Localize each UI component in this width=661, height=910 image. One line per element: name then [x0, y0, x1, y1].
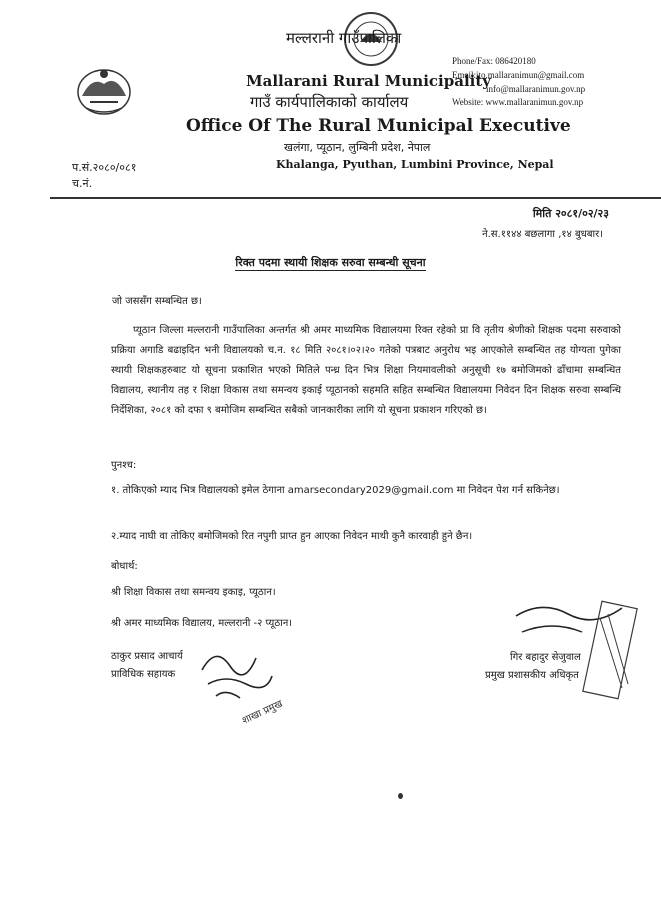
date-bs: मिति २०८१/०२/२३	[532, 207, 609, 220]
left-signature	[196, 640, 285, 728]
notice-subject	[0, 255, 661, 270]
contact-email-2: info@mallaranimun.gov.np	[486, 84, 586, 94]
cc-item: श्री अमर माध्यमिक विद्यालय, मल्लरानी -२ प्यूठान।	[111, 618, 293, 629]
right-signatory-title: प्रमुख प्रशासकीय अधिकृत	[485, 670, 579, 681]
contact-phone: Phone/Fax: 086420180	[452, 56, 536, 66]
nepal-emblem-icon	[72, 62, 136, 118]
notice-paragraph: प्यूठान जिल्ला मल्लरानी गाउँपालिका अन्तर्गत श्री अमर माध्यमिक विद्यालयमा रिक्त रहेको प्रा वि तृतीय श्रेणीको शिक्षक पदमा सरुवाको प्रक्रिया अगाडि बढाइदिन भनी विद्यालयको च.न. १८ मिति २०८१।०२।२० गतेको पत्रबाट अनुरोध भइ आएकोले सम्बन्धित तह योग्यता पुगेका स्थायी शिक्षकहरुबाट यो सूचना प्रकाशित भएको मितिले पन्ध्र दिन भित्र शिक्षा नियमावलीको अनुसूची १७ बमोजिमको ढाँचामा सम्बन्धित विद्यालय, स्थानीय तह र शिक्षा विकास तथा समन्वय इकाई प्यूठानको सहमति सहित सम्बन्धित विद्यालयमा निवेदन दिन शिक्षक सरुवा सम्बन्धि निर्देशिका, २०८१ को दफा ९ बमोजिम सम्बन्धित सबैको जानकारीका लागि यो सूचना प्रकाशन गरिएको छ।	[111, 325, 621, 416]
header-divider	[50, 197, 661, 199]
postscript-point-1: १. तोकिएको म्याद भित्र विद्यालयको इमेल ठेगाना amarsecondary2029@gmail.com मा निवेदन पेश गर्न सकिनेछ।	[111, 485, 560, 496]
municipality-name-nepali: मल्लरानी गाउँपालिका	[286, 29, 402, 47]
contact-email-1: Email:ito.mallaranimun@gmail.com	[452, 70, 585, 80]
date-nepal-sambat: ने.स.११४४ बछलागा ,१४ बुधबार।	[482, 229, 603, 240]
left-signatory-name: ठाकुर प्रसाद आचार्य	[111, 651, 183, 662]
left-signatory-title: प्राविधिक सहायक	[111, 669, 176, 680]
right-signatory-name: गिर बहादुर सेजुवाल	[510, 652, 581, 663]
dispatch-number: च.नं.	[72, 177, 93, 190]
cc-item: श्री शिक्षा विकास तथा समन्वय इकाइ, प्यूठान।	[111, 587, 276, 598]
cc-label: बोधार्थ:	[111, 561, 138, 572]
letter-number: प.सं.२०८०/०८१	[72, 161, 137, 174]
subject-text: रिक्त पदमा स्थायी शिक्षक सरुवा सम्बन्धी सूचना	[235, 256, 426, 269]
office-name-nepali: गाउँ कार्यपालिकाको कार्यालय	[250, 93, 409, 111]
address-english: Khalanga, Pyuthan, Lumbini Province, Nepal	[276, 158, 554, 171]
contact-website: Website: www.mallaranimun.gov.np	[452, 97, 584, 107]
postscript-label: पुनश्च:	[111, 460, 137, 471]
address-nepali: खलंगा, प्यूठान, लुम्बिनी प्रदेश, नेपाल	[284, 141, 431, 154]
right-signature-stamp	[512, 598, 642, 698]
municipality-name-english: Mallarani Rural Municipality	[246, 72, 491, 90]
speck	[398, 793, 403, 799]
left-stamp-text: शाखा प्रमुख	[240, 698, 285, 727]
salutation: जो जससँग सम्बन्धित छ।	[112, 296, 202, 307]
office-name-english: Office Of The Rural Municipal Executive	[186, 116, 571, 136]
postscript-point-2: २.म्याद नाघी वा तोकिए बमोजिमको रित नपुगी प्राप्त हुन आएका निवेदन माथी कुनै कारवाही हुने छैन।	[111, 531, 473, 542]
